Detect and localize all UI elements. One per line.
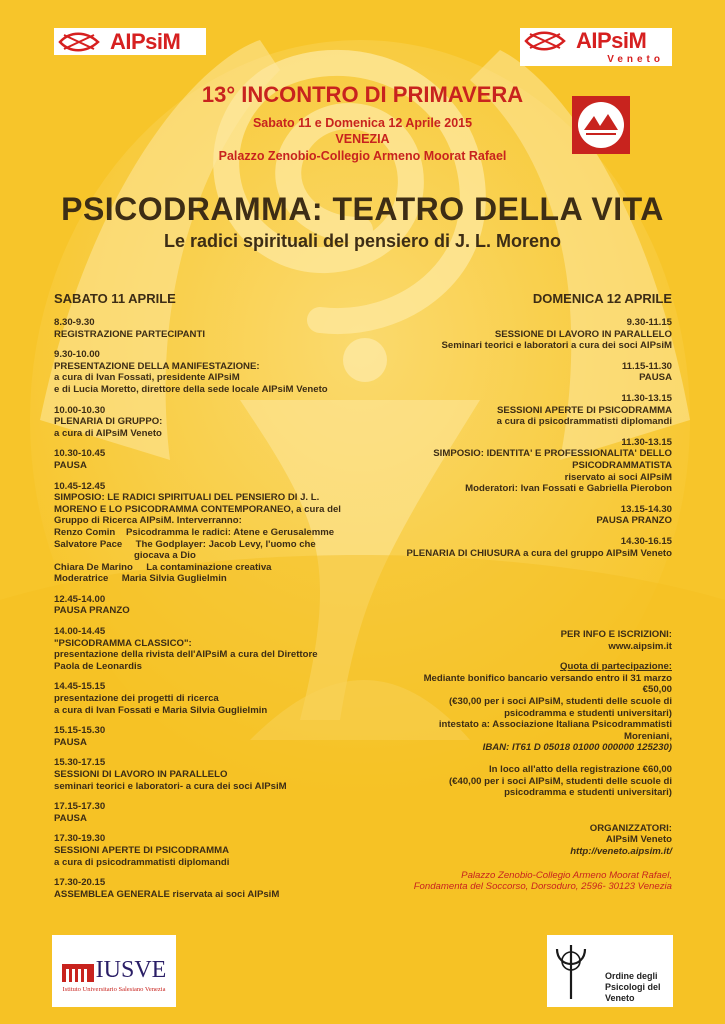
- program-line: a cura di Ivan Fossati, presidente AIPsiM: [54, 372, 240, 384]
- program-block: [332, 437, 672, 495]
- fee-line: (€30,00 per i soci AIPsiM, studenti delle scuole di: [448, 695, 672, 707]
- program-line: SIMPOSIO: IDENTITA' E PROFESSIONALITA' DELLO: [433, 448, 672, 460]
- program-line: PLENARIA DI GRUPPO:: [54, 416, 163, 428]
- program-line: presentazione della rivista dell'AIPsiM a cura del Direttore: [54, 649, 318, 661]
- program-line: SESSIONI APERTE DI PSICODRAMMA: [54, 844, 230, 856]
- fee-line: intestato a: Associazione Italiana Psicodrammatisti: [438, 719, 672, 731]
- event-venue: Palazzo Zenobio-Collegio Armeno Moorat Rafael: [218, 149, 507, 163]
- address-line: Fondamenta del Soccorso, Dorsoduro, 2596- 30123 Venezia: [413, 881, 672, 893]
- program-time: 8.30-9.30: [54, 317, 95, 328]
- program-line: PLENARIA DI CHIUSURA a cura del gruppo AIPsiM Veneto: [406, 547, 672, 559]
- program-time: 10.00-10.30: [54, 404, 106, 416]
- program-time: 10.45-12.45: [54, 480, 106, 492]
- page-title: PSICODRAMMA: TEATRO DELLA VITA: [61, 191, 664, 227]
- program-block: [332, 504, 672, 527]
- program-block: [332, 536, 672, 559]
- program-line: e di Lucia Moretto, direttore della sede locale AIPsiM Veneto: [54, 383, 328, 395]
- aipsim-logo-left: [54, 28, 206, 55]
- program-time: 14.45-15.15: [54, 681, 106, 693]
- aipsim-veneto-logo: [520, 28, 672, 66]
- onsite-line: psicodramma e studenti universitari): [504, 787, 672, 799]
- program-time: 17.30-20.15: [54, 877, 106, 889]
- program-time: 11.30-13.15: [621, 436, 672, 448]
- sunday-heading: DOMENICA 12 APRILE: [532, 291, 672, 306]
- program-time: 13.15-14.30: [620, 503, 672, 515]
- program-block: [332, 393, 672, 428]
- program-line: a cura di psicodrammatisti diplomandi: [54, 856, 230, 868]
- program-line: giocava a Dio: [54, 550, 196, 562]
- program-time: 9.30-10.00: [54, 349, 100, 361]
- program-line: MORENO E LO PSICODRAMMA CONTEMPORANEO, a cura del: [54, 503, 341, 515]
- saturday-heading: SABATO 11 APRILE: [54, 291, 176, 306]
- program-line: Moderatori: Ivan Fossati e Gabriella Pierobon: [465, 483, 672, 495]
- fee-line: Mediante bonifico bancario versando entro il 31 marzo: [423, 672, 672, 684]
- program-line: SESSIONI DI LAVORO IN PARALLELO: [54, 769, 228, 780]
- program-line: Salvatore Pace The Godplayer: Jacob Levy, l'uomo che: [54, 538, 316, 550]
- program-time: 11.30-13.15: [621, 392, 672, 404]
- program-line: PAUSA: [54, 812, 87, 824]
- program-time: 14.00-14.45: [54, 626, 106, 638]
- building-icon: [62, 960, 94, 982]
- program-line: Gruppo di Ricerca AIPsiM. Interverranno:: [54, 515, 242, 527]
- organizer-site[interactable]: http://veneto.aipsim.it/: [570, 845, 672, 857]
- sunday-program: [332, 317, 672, 568]
- program-block: [332, 317, 672, 352]
- iusve-logo: [52, 935, 176, 1007]
- program-line: SESSIONE DI LAVORO IN PARALLELO: [494, 328, 672, 340]
- program-line: SIMPOSIO: LE RADICI SPIRITUALI DEL PENSIERO DI J. L.: [54, 492, 320, 504]
- aipsim-logo-text: AIPsiM: [576, 28, 647, 53]
- iban: IBAN: IT61 D 05018 01000 000000 125230): [482, 742, 672, 754]
- program-block: [54, 594, 394, 617]
- fee-line: €50,00: [642, 684, 672, 696]
- ordine-psicologi-logo: [547, 935, 673, 1007]
- ordine-line: Psicologi del Veneto: [605, 982, 661, 1003]
- fish-icon: [524, 30, 568, 52]
- program-line: PRESENTAZIONE DELLA MANIFESTAZIONE:: [54, 360, 260, 372]
- program-time: 17.30-19.30: [54, 833, 106, 845]
- program-line: "PSICODRAMMA CLASSICO":: [54, 637, 192, 649]
- program-line: Chiara De Marino La contaminazione creativa: [54, 561, 272, 573]
- program-line: Renzo Comin Psicodramma le radici: Atene e Gerusalemme: [54, 526, 335, 538]
- program-line: a cura di Ivan Fossati e Maria Silvia Guglielmin: [54, 704, 268, 716]
- program-time: 9.30-11.15: [626, 317, 672, 328]
- program-time: 11.15-11.30: [621, 360, 672, 372]
- ordine-line: Ordine degli: [605, 971, 658, 981]
- program-time: 12.45-14.00: [54, 593, 106, 605]
- event-edition: 13° INCONTRO DI PRIMAVERA: [201, 82, 524, 107]
- program-line: ASSEMBLEA GENERALE riservata ai soci AIPsiM: [54, 888, 280, 900]
- iusve-subtitle: Istituto Universitario Salesiano Venezia: [62, 986, 166, 993]
- veneto-subtitle: Veneto: [607, 54, 664, 65]
- program-time: 17.15-17.30: [54, 801, 106, 813]
- program-block: [332, 361, 672, 384]
- program-line: REGISTRAZIONE PARTECIPANTI: [54, 328, 206, 340]
- program-line: riservato ai soci AIPsiM: [564, 471, 672, 483]
- onsite-line: (€40,00 per i soci AIPsiM, studenti delle scuole di: [448, 775, 672, 787]
- program-line: Moderatrice Maria Silvia Guglielmin: [54, 573, 227, 585]
- program-line: a cura di psicodrammatisti diplomandi: [496, 416, 672, 428]
- program-line: PSICODRAMMATISTA: [572, 459, 672, 471]
- fish-icon: [58, 31, 102, 53]
- address-line: Palazzo Zenobio-Collegio Armeno Moorat Rafael,: [461, 869, 672, 881]
- aipsim-logo-text: AIPsiM: [110, 28, 181, 54]
- program-line: SESSIONI APERTE DI PSICODRAMMA: [496, 404, 672, 416]
- organizers-heading: ORGANIZZATORI:: [589, 822, 672, 834]
- program-time: 15.30-17.15: [54, 757, 106, 769]
- page-subtitle: Le radici spirituali del pensiero di J. L. Moreno: [163, 231, 562, 251]
- program-line: PAUSA: [54, 459, 87, 471]
- program-line: Seminari teorici e laboratori a cura dei soci AIPsiM: [441, 340, 672, 352]
- program-time: 15.15-15.30: [54, 725, 106, 737]
- program-time: 10.30-10.45: [54, 448, 106, 460]
- program-line: PAUSA: [54, 736, 87, 748]
- program-line: Paola de Leonardis: [54, 660, 142, 672]
- program-line: PAUSA PRANZO: [54, 605, 130, 617]
- info-website[interactable]: www.aipsim.it: [608, 640, 672, 652]
- event-dates: Sabato 11 e Domenica 12 Aprile 2015: [252, 116, 473, 130]
- psi-icon: [553, 943, 589, 1001]
- program-line: PAUSA PRANZO: [596, 515, 672, 527]
- iusve-name: IUSVE: [95, 957, 167, 983]
- info-heading: PER INFO E ISCRIZIONI:: [560, 629, 672, 640]
- event-city: VENEZIA: [335, 132, 390, 146]
- program-line: a cura di AIPsiM Veneto: [54, 427, 162, 439]
- onsite-line: In loco all'atto della registrazione €60,00: [488, 763, 672, 775]
- program-line: PAUSA: [639, 372, 672, 384]
- program-time: 14.30-16.15: [620, 535, 672, 547]
- fee-line: psicodramma e studenti universitari): [504, 707, 672, 719]
- program-line: presentazione dei progetti di ricerca: [54, 693, 219, 705]
- organizer-name: AIPsiM Veneto: [605, 834, 672, 846]
- fee-heading: Quota di partecipazione:: [560, 661, 672, 673]
- info-section: [342, 629, 672, 902]
- fee-line: Moreniani,: [624, 730, 672, 742]
- program-line: seminari teorici e laboratori- a cura dei soci AIPsiM: [54, 780, 287, 792]
